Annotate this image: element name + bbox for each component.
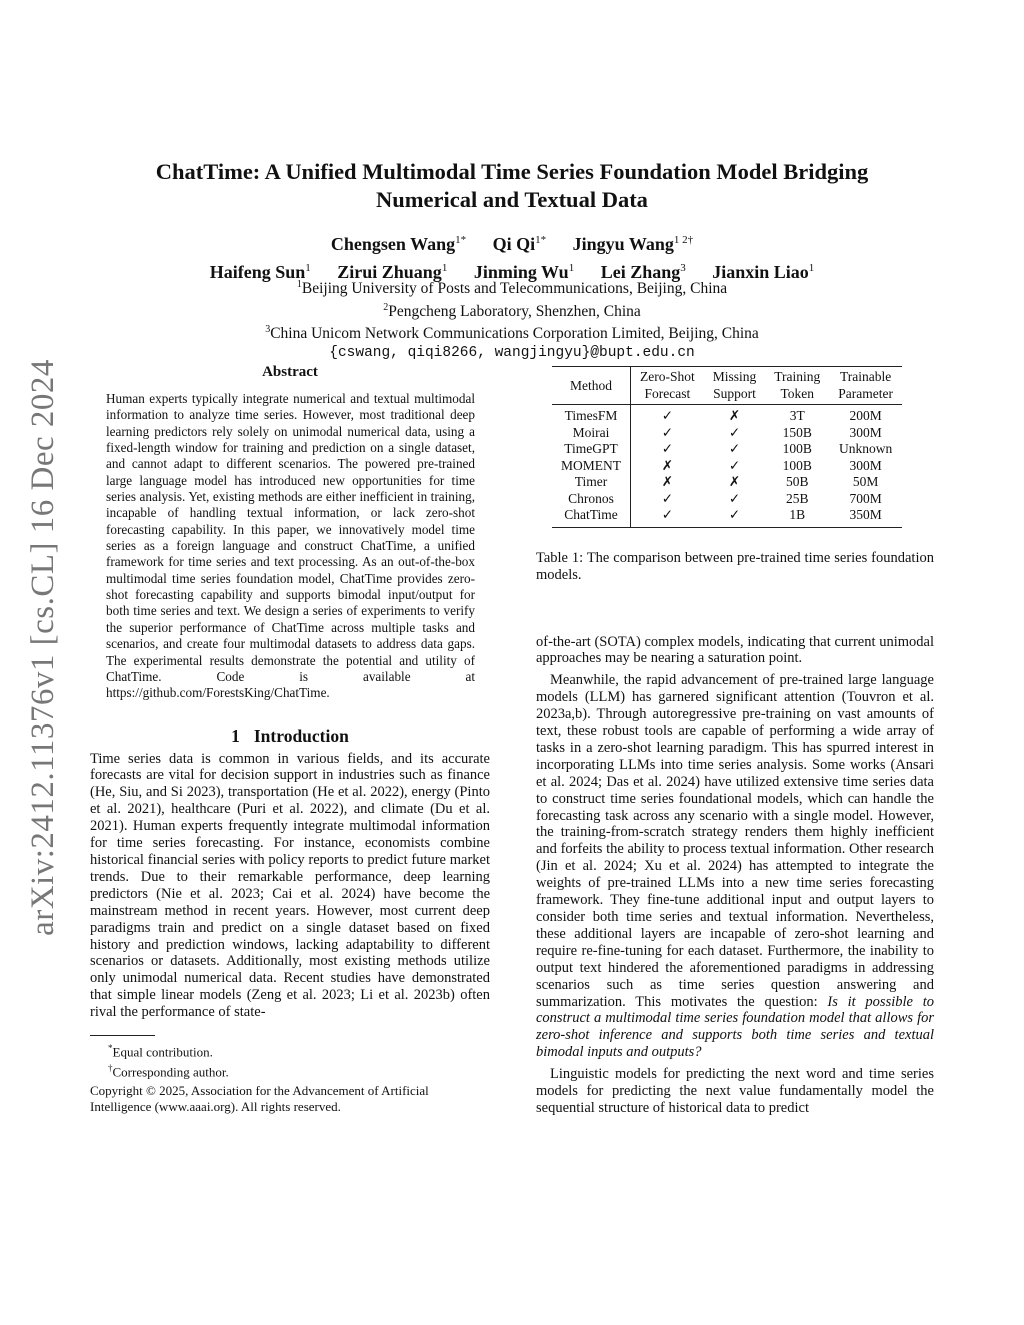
author-name: Qi Qi bbox=[492, 234, 536, 254]
author-name: Jinming Wu bbox=[473, 262, 569, 282]
author-name: Chengsen Wang bbox=[330, 234, 456, 254]
comparison-table bbox=[552, 366, 902, 528]
section-number: 1 bbox=[231, 725, 240, 746]
col-header-parameter: Parameter bbox=[838, 385, 893, 401]
affiliation-mark: 1 bbox=[296, 279, 302, 290]
body-paragraph: Linguistic models for predicting the next word and time series models for predicting the next value fundamentally model the sequential structure of historical data to predict bbox=[536, 1066, 934, 1116]
arxiv-id-text: arXiv:2412.11376v1 [cs.CL] 16 Dec 2024 bbox=[24, 358, 61, 936]
zero-shot-cell: ✓ bbox=[661, 441, 674, 456]
method-cell: TimeGPT bbox=[552, 441, 631, 458]
author-name: Haifeng Sun bbox=[209, 262, 306, 282]
parameter-cell: 50M bbox=[852, 474, 879, 489]
author-mark: 3 bbox=[680, 262, 686, 274]
author-mark: 1 2† bbox=[673, 234, 694, 246]
training-token-cell: 25B bbox=[786, 490, 809, 506]
zero-shot-cell: ✓ bbox=[631, 507, 704, 527]
author-mark: 1 bbox=[441, 262, 448, 274]
title-line-2: Numerical and Textual Data bbox=[376, 187, 648, 212]
parameter-cell: 350M bbox=[829, 507, 902, 527]
training-token-cell: 50B bbox=[786, 474, 809, 489]
title-line-1: ChatTime: A Unified Multimodal Time Series Foundation Model Bridging bbox=[155, 159, 869, 184]
parameter-cell: 300M bbox=[849, 424, 882, 440]
affiliation-mark: 3 bbox=[265, 324, 271, 336]
footnote bbox=[108, 1040, 490, 1060]
abstract-heading: Abstract bbox=[262, 364, 318, 380]
column-gap bbox=[536, 584, 934, 634]
footnote-rule bbox=[90, 1035, 155, 1036]
right-column bbox=[536, 364, 934, 1117]
zero-shot-cell: ✓ bbox=[661, 490, 674, 506]
missing-cell: ✓ bbox=[728, 457, 741, 473]
training-token-cell: 150B bbox=[782, 424, 812, 440]
author-name: Lei Zhang bbox=[600, 262, 681, 282]
training-token-cell: 100B bbox=[782, 441, 812, 456]
table-row bbox=[552, 425, 902, 442]
body-paragraph bbox=[536, 672, 934, 1061]
author bbox=[331, 228, 466, 256]
author bbox=[573, 228, 693, 256]
affiliations bbox=[110, 276, 914, 362]
body-paragraph: of-the-art (SOTA) complex models, indicating that current unimodal approaches may be nearing a saturation point. bbox=[536, 633, 934, 667]
parameter-cell: 200M bbox=[829, 405, 902, 425]
author-emails: {cswang, qiqi8266, wangjingyu}@bupt.edu.cn bbox=[329, 344, 695, 361]
table-caption: Table 1: The comparison between pre-trained time series foundation models. bbox=[536, 549, 934, 583]
footnote-text: Equal contribution. bbox=[112, 1044, 213, 1060]
table-header-row bbox=[552, 367, 902, 386]
footnote-mark: † bbox=[108, 1063, 113, 1074]
parameter-cell: 300M bbox=[849, 457, 882, 473]
footnote-text: Corresponding author. bbox=[112, 1064, 229, 1080]
affiliation bbox=[110, 299, 914, 322]
table-row bbox=[552, 491, 902, 508]
training-token-cell: 100B bbox=[782, 457, 812, 473]
paper-title bbox=[110, 158, 914, 214]
parameter-cell: 700M bbox=[849, 490, 882, 506]
missing-cell: ✓ bbox=[728, 490, 741, 506]
section-heading-introduction bbox=[90, 726, 490, 747]
col-header-zero-shot: Zero-Shot bbox=[631, 367, 704, 386]
missing-cell: ✗ bbox=[704, 405, 766, 425]
training-token-cell: 3T bbox=[765, 405, 829, 425]
author-mark: 1 bbox=[568, 262, 575, 274]
method-cell: MOMENT bbox=[552, 458, 631, 475]
affiliation bbox=[110, 276, 914, 299]
affiliation-mark: 2 bbox=[383, 301, 389, 313]
author-mark: 1* bbox=[455, 234, 467, 246]
training-token-cell: 1B bbox=[765, 507, 829, 527]
zero-shot-cell: ✓ bbox=[631, 405, 704, 425]
zero-shot-cell: ✓ bbox=[661, 424, 674, 440]
footnote-mark: * bbox=[108, 1043, 113, 1054]
affiliation-text: Beijing University of Posts and Telecommunications, Beijing, China bbox=[301, 280, 728, 298]
missing-cell: ✗ bbox=[728, 474, 741, 489]
affiliation-text: China Unicom Network Communications Corporation Limited, Beijing, China bbox=[270, 325, 759, 343]
intro-paragraph: Time series data is common in various fields, and its accurate forecasts are vital for decision support in industries such as finance (He, Siu, and Si 2023), transportation (He et al. 2022), energy (Pinto et al. 2021), healthcare (Puri et al. 2022), and climate (Du et al. 2021). Human experts frequently integrate multimodal information for time series forecasting. For instance, economists combine historical financial series with policy reports to predict future market trends. Due to their remarkable performance, deep learning predictors (Nie et al. 2023; Cai et al. 2024) have become the mainstream method in recent years. However, most current deep paradigms train and predict on a single dataset based on fixed history and prediction windows, lacking adaptability to different scenarios or datasets. Additionally, most existing methods utilize only unimodal numerical data. Recent studies have demonstrated that simple linear models (Zeng et al. 2023; Li et al. 2023b) often rival the performance of state- bbox=[90, 750, 490, 1021]
paragraph-text: Meanwhile, the rapid advancement of pre-trained large language models (LLM) has garnered significant attention (Touvron et al. 2023a,b). Through autoregressive pre-training on vast amounts of text, these robust tools are capable of performing a wide array of tasks in a zero-shot learning paradigm. This has spurred interest in incorporating LLMs into time series analysis. Some works (Ansari et al. 2024; Das et al. 2024) have utilized extensive time series data to construct time series foundational models, which can handle the forecasting task across any scenario with a single model. However, the training-from-scratch strategy renders them highly inefficient and forfeits the ability to process textual information. Other research (Jin et al. 2024; Xu et al. 2024) has attempted to integrate the weights of pre-trained LLMs into a new time series forecasting framework. They fine-tune additional input and output layers to consider both time series and textual information. Nevertheless, these additional layers are incapable of zero-shot learning and require re-fine-tuning for each dataset. Furthermore, the inability to output text hindered the aforementioned paradigms in addressing scenarios such as time series question answering and summarization. This motivates the question: bbox=[536, 672, 934, 1010]
col-header-training: Training bbox=[765, 367, 829, 386]
method-cell: Timer bbox=[552, 474, 631, 491]
research-question: Is it possible to construct a multimodal time series foundation model that allows for zero-shot inference and supports both time series and textual bimodal inputs and outputs? bbox=[536, 993, 934, 1061]
author-name: Zirui Zhuang bbox=[337, 262, 442, 282]
table-row bbox=[552, 405, 902, 425]
col-header-method: Method bbox=[552, 367, 631, 405]
missing-cell: ✓ bbox=[704, 507, 766, 527]
author-name: Jingyu Wang bbox=[572, 234, 674, 254]
table-row bbox=[552, 441, 902, 458]
col-header-missing: Missing bbox=[704, 367, 766, 386]
table-row bbox=[552, 474, 902, 491]
parameter-cell: Unknown bbox=[839, 441, 893, 456]
missing-cell: ✓ bbox=[728, 424, 741, 440]
zero-shot-cell: ✗ bbox=[661, 474, 674, 489]
affiliation bbox=[110, 321, 914, 344]
copyright-notice: Copyright © 2025, Association for the Advancement of Artificial Intelligence (www.aaai.org). All rights reserved. bbox=[90, 1082, 429, 1114]
author-mark: 1 bbox=[305, 262, 311, 274]
footnote bbox=[108, 1060, 490, 1080]
section-title: Introduction bbox=[253, 725, 349, 746]
method-cell: TimesFM bbox=[552, 405, 631, 425]
col-header-trainable: Trainable bbox=[829, 367, 902, 386]
method-cell: Moirai bbox=[552, 425, 631, 442]
col-header-token: Token bbox=[780, 385, 815, 401]
abstract-text: Human experts typically integrate numerical and textual multimodal information to analyze time series. However, most traditional deep learning predictors rely solely on unimodal numerical data, using a fixed-length window for training and prediction on a single dataset, and cannot adapt to different scenarios. The powered pre-trained large language model has introduced new opportunities for time series analysis. Yet, existing methods are either inefficient in training, incapable of handling textual information, or lack zero-shot forecasting capability. In this paper, we innovatively model time series as a foreign language and construct ChatTime, a unified framework for time series and text processing. As an out-of-the-box multimodal time series foundation model, ChatTime provides zero-shot forecasting capability and supports bimodal input/output for both time series and text. We design a series of experiments to verify the superior performance of ChatTime across multiple tasks and scenarios, and create four multimodal datasets to address data gaps. The experimental results demonstrate the potential and utility of ChatTime. Code is available at https://github.com/ForestsKing/ChatTime. bbox=[106, 391, 475, 701]
affiliation-text: Pengcheng Laboratory, Shenzhen, China bbox=[388, 302, 641, 320]
arxiv-watermark bbox=[18, 356, 68, 938]
author-name: Jianxin Liao bbox=[712, 262, 809, 282]
author-mark: 1 bbox=[808, 262, 815, 274]
method-cell: ChatTime bbox=[552, 507, 631, 527]
left-column bbox=[90, 364, 490, 1115]
method-cell: Chronos bbox=[552, 491, 631, 508]
author-mark: 1* bbox=[535, 234, 547, 246]
col-header-support: Support bbox=[713, 385, 756, 401]
table-row bbox=[552, 507, 902, 527]
missing-cell: ✓ bbox=[728, 441, 741, 456]
zero-shot-cell: ✗ bbox=[661, 457, 674, 473]
table-row bbox=[552, 458, 902, 475]
col-header-forecast: Forecast bbox=[644, 385, 691, 401]
author bbox=[493, 228, 547, 256]
author-row-1 bbox=[110, 228, 914, 256]
